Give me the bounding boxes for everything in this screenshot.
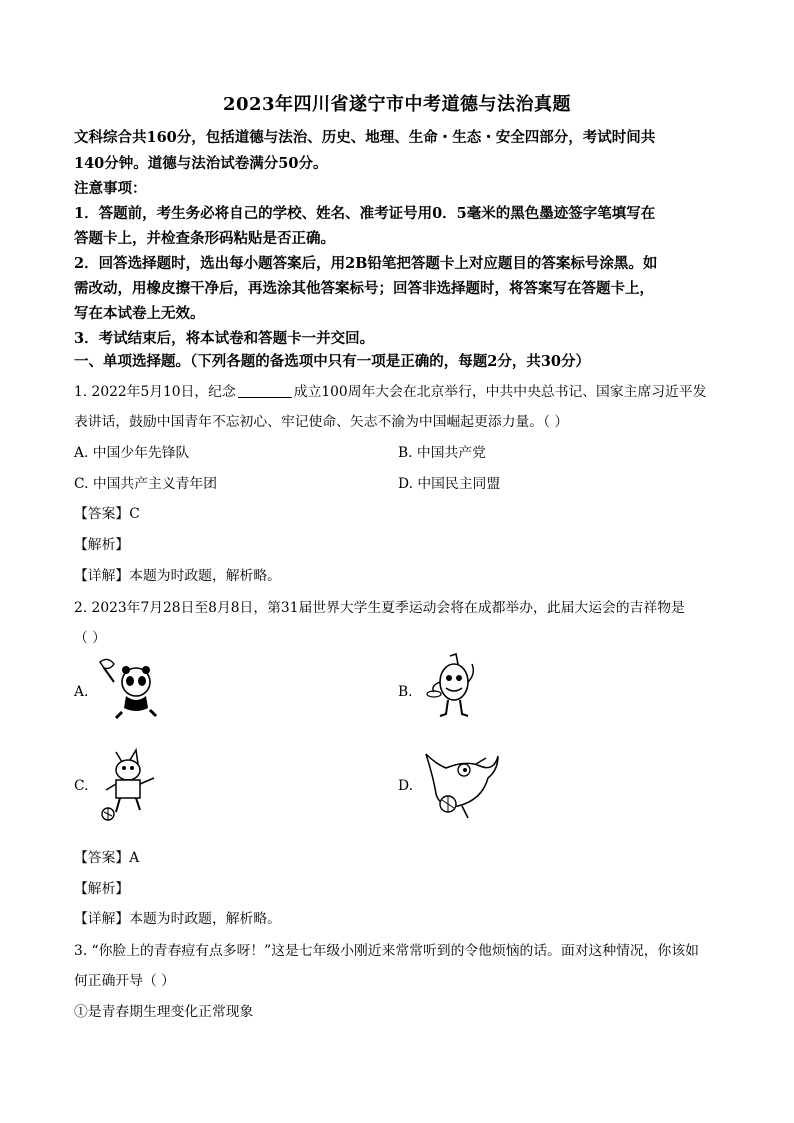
q2-option-c: C. [74, 778, 89, 794]
intro-line-2: 140分钟。道德与法治试卷满分50分。 [74, 155, 328, 172]
q2-option-a: A. [74, 684, 89, 700]
q2-option-b: B. [398, 684, 413, 700]
q1-stem-b: 成立100周年大会在北京举行，中共中央总书记、国家主席习近平发 [293, 384, 707, 400]
section-1-heading: 一、单项选择题。（下列各题的备选项中只有一项是正确的，每题2分，共30分） [74, 353, 591, 370]
q2-answer-label: 【答案】 [74, 850, 130, 866]
q1-option-a: A. 中国少年先锋队 [74, 445, 190, 461]
note-2b: 需改动，用橡皮擦干净后，再选涂其他答案标号；回答非选择题时，将答案写在答题卡上， [74, 280, 654, 297]
bird-mascot-icon [422, 746, 502, 822]
q1-stem-line-2: 表讲话，鼓励中国青年不忘初心、牢记使命、矢志不渝为中国崛起更添力量。（ ） [74, 414, 569, 430]
note-2a: 2．回答选择题时，选出每小题答案后，用2B铅笔把答题卡上对应题目的答案标号涂黑。如 [74, 255, 658, 272]
note-2c: 写在本试卷上无效。 [74, 305, 205, 322]
q2-detail: 本题为时政题，解析略。 [129, 911, 281, 927]
q3-stem-line-1: 3. “你脸上的青春痘有点多呀！”这是七年级小刚近来常常听到的令他烦恼的话。面对这种情况，你该如 [74, 943, 699, 959]
q1-answer: C [129, 506, 140, 522]
q1-detail-line [74, 564, 724, 584]
q3-stem-line-2: 何正确开导（ ） [74, 973, 175, 989]
q1-answer-label: 【答案】 [74, 506, 130, 522]
q1-option-c: C. 中国共产主义青年团 [74, 476, 218, 492]
q2-analysis: 【解析】 [74, 881, 130, 897]
q2-detail-label: 【详解】 [74, 911, 130, 927]
q2-stem-line-1: 2. 2023年7月28日至8月8日，第31届世界大学生夏季运动会将在成都举办，此届大运会的吉祥物是 [74, 600, 685, 616]
q1-option-d: D. 中国民主同盟 [398, 476, 501, 492]
q2-detail-line [74, 907, 724, 927]
q1-detail: 本题为时政题，解析略。 [129, 568, 281, 584]
intro-line-1: 文科综合共160分，包括道德与法治、历史、地理、生命・生态・安全四部分，考试时间共 [74, 129, 656, 146]
q1-stem-line-1 [74, 380, 724, 400]
q1-option-b: B. 中国共产党 [398, 445, 486, 461]
wolf-mascot-icon [94, 746, 164, 824]
q1-blank [238, 383, 292, 398]
notes-heading: 注意事项： [74, 180, 147, 197]
q2-answer: A [129, 850, 140, 866]
q1-detail-label: 【详解】 [74, 568, 130, 584]
q1-analysis: 【解析】 [74, 537, 130, 553]
panda-mascot-icon [92, 654, 168, 722]
page-title: 2023年四川省遂宁市中考道德与法治真题 [222, 94, 572, 115]
note-1a: 1．答题前，考生务必将自己的学校、姓名、准考证号用0．5毫米的黑色墨迹签字笔填写在 [74, 205, 656, 222]
note-3: 3．考试结束后，将本试卷和答题卡一并交回。 [74, 330, 375, 347]
q1-stem-a: 1. 2022年5月10日，纪念 [74, 384, 236, 400]
q2-option-d: D. [398, 778, 413, 794]
note-1b: 答题卡上，并检查条形码粘贴是否正确。 [74, 230, 335, 247]
cartoon-figure-icon [420, 652, 490, 722]
q2-stem-line-2: （ ） [74, 630, 106, 646]
q1-answer-line [74, 502, 724, 522]
q3-item-1: ①是青春期生理变化正常现象 [74, 1004, 254, 1020]
q2-answer-line [74, 846, 724, 866]
